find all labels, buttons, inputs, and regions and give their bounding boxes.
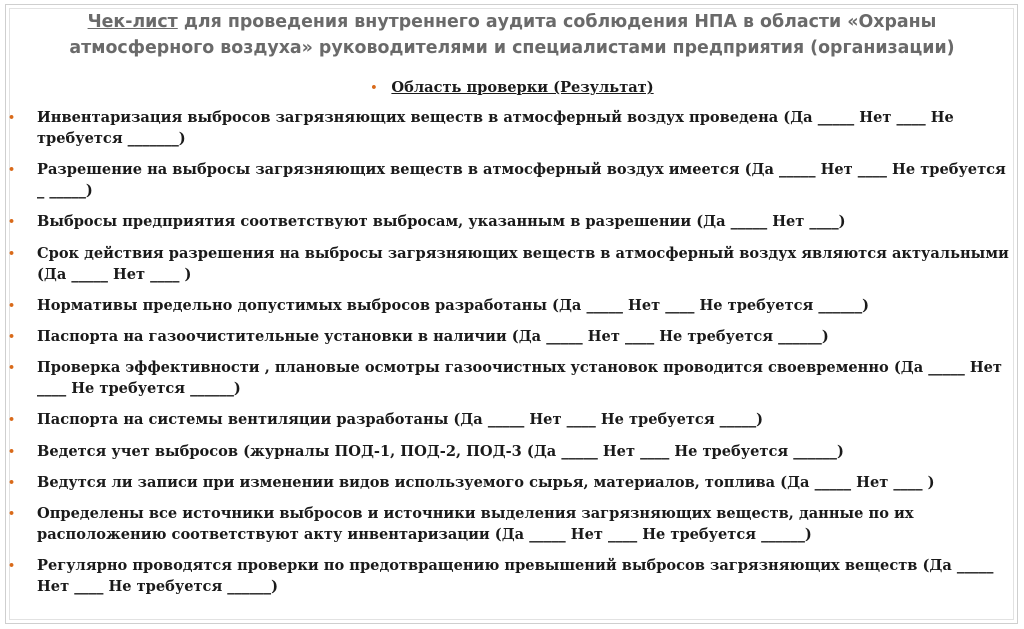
checklist-item-text: Ведутся ли записи при изменении видов используемого сырья, материалов, топлива (Да _____ Нет ____ ): [37, 473, 935, 491]
bullet-icon: •: [8, 329, 16, 343]
checklist-item-text: Регулярно проводятся проверки по предотвращению превышений выбросов загрязняющих веществ (Да _____ Нет ____ Не требуется ______): [37, 557, 994, 596]
bullet-icon: •: [8, 413, 16, 427]
checklist-item: [8, 295, 1012, 316]
bullet-icon: •: [8, 444, 16, 458]
checklist-item-text: Инвентаризация выбросов загрязняющих веществ в атмосферный воздух проведена (Да _____ Нет ____ Не требуется _______): [37, 109, 954, 147]
checklist-item: [8, 243, 1012, 285]
checklist-item: [8, 409, 1012, 430]
bullet-icon: •: [8, 361, 16, 375]
checklist-item-text: Проверка эффективности , плановые осмотры газоочистных установок проводится своевременно (Да _____ Нет ____ Не требуется ______): [37, 359, 1002, 398]
checklist-item-text: Определены все источники выбросов и источники выделения загрязняющих веществ, данные по их расположению соответствуют акту инвентаризации (Да _____ Нет ____ Не требуется ______): [37, 504, 914, 543]
checklist-item-text: Нормативы предельно допустимых выбросов разработаны (Да _____ Нет ____ Не требуется ______): [37, 296, 870, 314]
checklist-item-text: Ведется учет выбросов (журналы ПОД-1, ПОД-2, ПОД-3 (Да _____ Нет ____ Не требуется ______): [37, 442, 844, 460]
bullet-icon: •: [8, 163, 16, 177]
checklist-item: [8, 357, 1012, 399]
bullet-icon: •: [8, 215, 16, 229]
bullet-icon: •: [8, 475, 16, 489]
checklist-item: [8, 211, 1012, 232]
checklist-item: [8, 503, 1012, 545]
checklist-item: [8, 159, 1012, 201]
subheading: [0, 79, 1024, 97]
bullet-icon: •: [8, 559, 16, 573]
checklist-item: [8, 107, 1012, 149]
bullet-icon: •: [8, 246, 16, 260]
title-lead: Чек-лист: [87, 12, 178, 32]
checklist-item-text: Разрешение на выбросы загрязняющих веществ в атмосферный воздух имеется (Да _____ Нет ____ Не требуется _ _____): [37, 161, 1006, 200]
subheading-text: Область проверки (Результат): [391, 79, 654, 96]
checklist: [8, 107, 1012, 607]
slide-title: [30, 9, 994, 61]
bullet-icon: •: [8, 506, 16, 520]
title-rest: для проведения внутреннего аудита соблюдения НПА в области «Охраны атмосферного воздуха» руководителями и специалистами предприятия (организации): [69, 12, 955, 58]
checklist-item: [8, 441, 1012, 462]
checklist-item-text: Паспорта на системы вентиляции разработаны (Да _____ Нет ____ Не требуется _____): [37, 411, 764, 429]
checklist-item: [8, 555, 1012, 597]
checklist-item: [8, 472, 1012, 493]
checklist-item-text: Выбросы предприятия соответствуют выбросам, указанным в разрешении (Да _____ Нет ____): [37, 213, 846, 231]
checklist-item-text: Срок действия разрешения на выбросы загрязняющих веществ в атмосферный воздух являются актуальными (Да _____ Нет ____ ): [37, 244, 1009, 283]
bullet-icon: •: [8, 298, 16, 312]
bullet-icon: •: [370, 81, 378, 94]
bullet-icon: •: [8, 111, 16, 124]
checklist-item: [8, 326, 1012, 347]
checklist-item-text: Паспорта на газоочистительные установки в наличии (Да _____ Нет ____ Не требуется ______): [37, 327, 829, 345]
